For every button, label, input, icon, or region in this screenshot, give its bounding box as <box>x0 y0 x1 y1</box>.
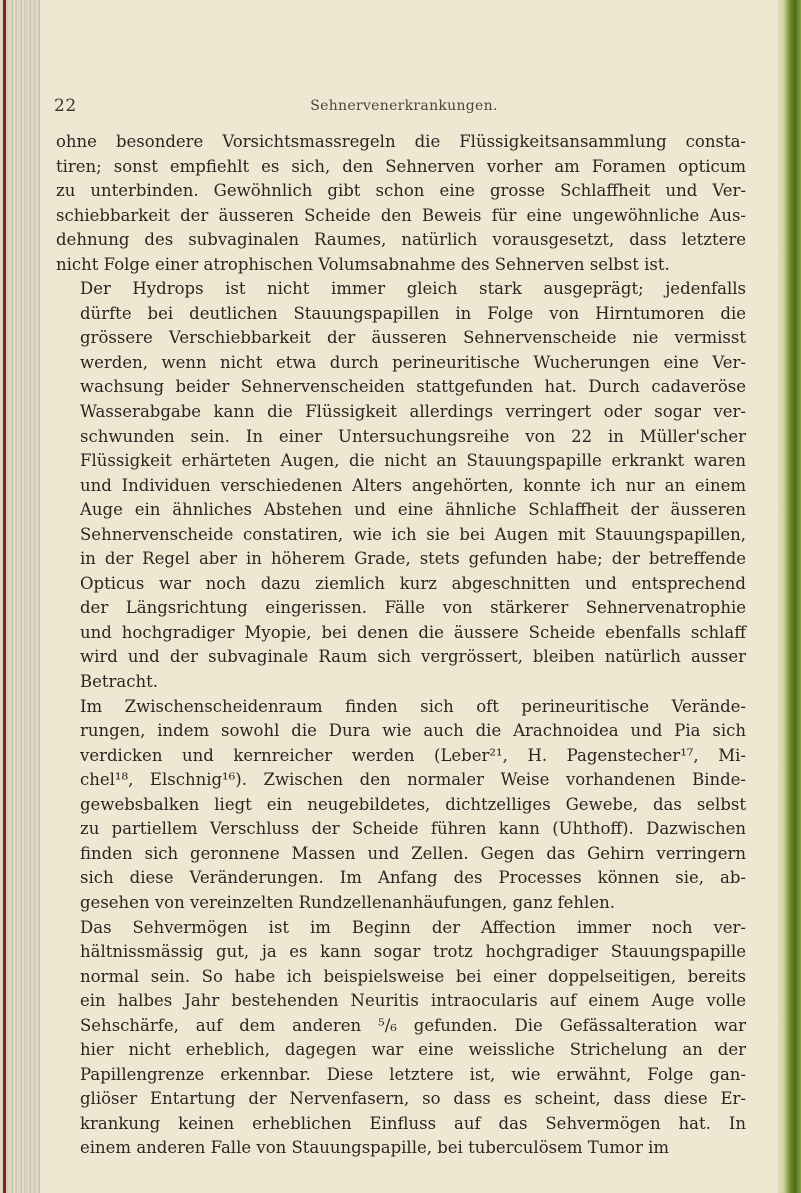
text-line: krankung keinen erheblichen Einfluss auf das Sehvermögen hat. In <box>80 1113 746 1133</box>
text-line: ohne besondere Vorsichtsmassregeln die Flüssigkeitsansammlung consta- <box>56 132 746 151</box>
text-line: Auge ein ähnliches Abstehen und eine ähnliche Schlaffheit der äusseren <box>80 500 746 520</box>
text-line: grössere Verschiebbarkeit der äusseren Sehnervenscheide nie vermisst <box>80 328 746 348</box>
text-line: nicht Folge einer atrophischen Volumsabnahme des Sehnerven selbst ist. <box>56 254 670 274</box>
page-number: 22 <box>54 96 77 116</box>
text-line: der Längsrichtung eingerissen. Fälle von stärkerer Sehnervenatrophie <box>80 598 746 618</box>
paragraph <box>56 277 746 694</box>
text-line: gesehen von vereinzelten Rundzellenanhäufungen, ganz fehlen. <box>80 892 615 912</box>
text-line: Der Hydrops ist nicht immer gleich stark ausgeprägt; jedenfalls <box>80 279 746 299</box>
text-line: normal sein. So habe ich beispielsweise bei einer doppelseitigen, bereits <box>80 966 746 986</box>
text-line: dehnung des subvaginalen Raumes, natürlich vorausgesetzt, dass letztere <box>56 230 746 250</box>
text-line: Papillengrenze erkennbar. Diese letztere ist, wie erwähnt, Folge gan- <box>80 1064 746 1084</box>
text-line: chel¹⁸, Elschnig¹⁶). Zwischen den normaler Weise vorhandenen Binde- <box>80 770 746 790</box>
text-line: Sehschärfe, auf dem anderen ⁵/₆ gefunden. Die Gefässalteration war <box>80 1015 746 1035</box>
book-binding-edge <box>0 0 40 1193</box>
text-line: sich diese Veränderungen. Im Anfang des Processes können sie, ab- <box>80 868 746 888</box>
text-line: schwunden sein. In einer Untersuchungsreihe von 22 in Müller'scher <box>80 426 746 446</box>
text-line: und Individuen verschiedenen Alters angehörten, konnte ich nur an einem <box>80 475 746 495</box>
text-line: Opticus war noch dazu ziemlich kurz abgeschnitten und entsprechend <box>80 573 746 593</box>
text-line: tiren; sonst empfiehlt es sich, den Sehnerven vorher am Foramen opticum <box>56 156 746 176</box>
text-line: wird und der subvaginale Raum sich vergrössert, bleiben natürlich ausser <box>80 647 746 667</box>
text-line: und hochgradiger Myopie, bei denen die äussere Scheide ebenfalls schlaff <box>80 622 746 642</box>
text-line: wachsung beider Sehnervenscheiden stattgefunden hat. Durch cadaveröse <box>80 377 746 397</box>
text-line: ein halbes Jahr bestehenden Neuritis intraocularis auf einem Auge volle <box>80 991 746 1011</box>
text-line: zu partiellem Verschluss der Scheide führen kann (Uhthoff). Dazwischen <box>80 819 746 839</box>
text-line: in der Regel aber in höherem Grade, stets gefunden habe; der betreffende <box>80 549 746 569</box>
text-line: schiebbarkeit der äusseren Scheide den Beweis für eine ungewöhnliche Aus- <box>56 205 746 225</box>
text-line: rungen, indem sowohl die Dura wie auch die Arachnoidea und Pia sich <box>80 721 746 741</box>
text-line: Sehnervenscheide constatiren, wie ich sie bei Augen mit Stauungspapillen, <box>80 524 746 544</box>
text-line: hier nicht erheblich, dagegen war eine weissliche Strichelung an der <box>80 1040 746 1060</box>
book-page <box>50 0 760 1193</box>
text-line: Im Zwischenscheidenraum finden sich oft perineuritische Verände- <box>80 696 746 716</box>
text-line: hältnissmässig gut, ja es kann sogar trotz hochgradiger Stauungspapille <box>80 942 746 962</box>
text-line: Wasserabgabe kann die Flüssigkeit allerdings verringert oder sogar ver- <box>80 402 746 422</box>
text-line: Das Sehvermögen ist im Beginn der Affection immer noch ver- <box>80 917 746 937</box>
paragraph <box>56 916 746 1161</box>
text-line: werden, wenn nicht etwa durch perineuritische Wucherungen eine Ver- <box>80 352 746 372</box>
paragraph <box>56 130 746 277</box>
text-line: gliöser Entartung der Nervenfasern, so dass es scheint, dass diese Er- <box>80 1089 746 1109</box>
body-text <box>56 130 746 1161</box>
page-header <box>50 96 750 120</box>
paragraph <box>56 695 746 916</box>
text-line: finden sich geronnene Massen und Zellen. Gegen das Gehirn verringern <box>80 843 746 863</box>
text-line: Flüssigkeit erhärteten Augen, die nicht an Stauungspapille erkrankt waren <box>80 451 746 471</box>
text-line: einem anderen Falle von Stauungspapille, bei tuberculösem Tumor im <box>80 1138 670 1158</box>
text-line: verdicken und kernreicher werden (Leber²¹, H. Pagenstecher¹⁷, Mi- <box>80 745 746 765</box>
text-line: Betracht. <box>80 672 158 692</box>
page-right-edge <box>777 0 801 1193</box>
running-head: Sehnervenerkrankungen. <box>310 98 498 114</box>
text-line: dürfte bei deutlichen Stauungspapillen in Folge von Hirntumoren die <box>80 303 746 323</box>
text-line: gewebsbalken liegt ein neugebildetes, dichtzelliges Gewebe, das selbst <box>80 794 746 814</box>
text-line: zu unterbinden. Gewöhnlich gibt schon eine grosse Schlaffheit und Ver- <box>56 181 746 201</box>
